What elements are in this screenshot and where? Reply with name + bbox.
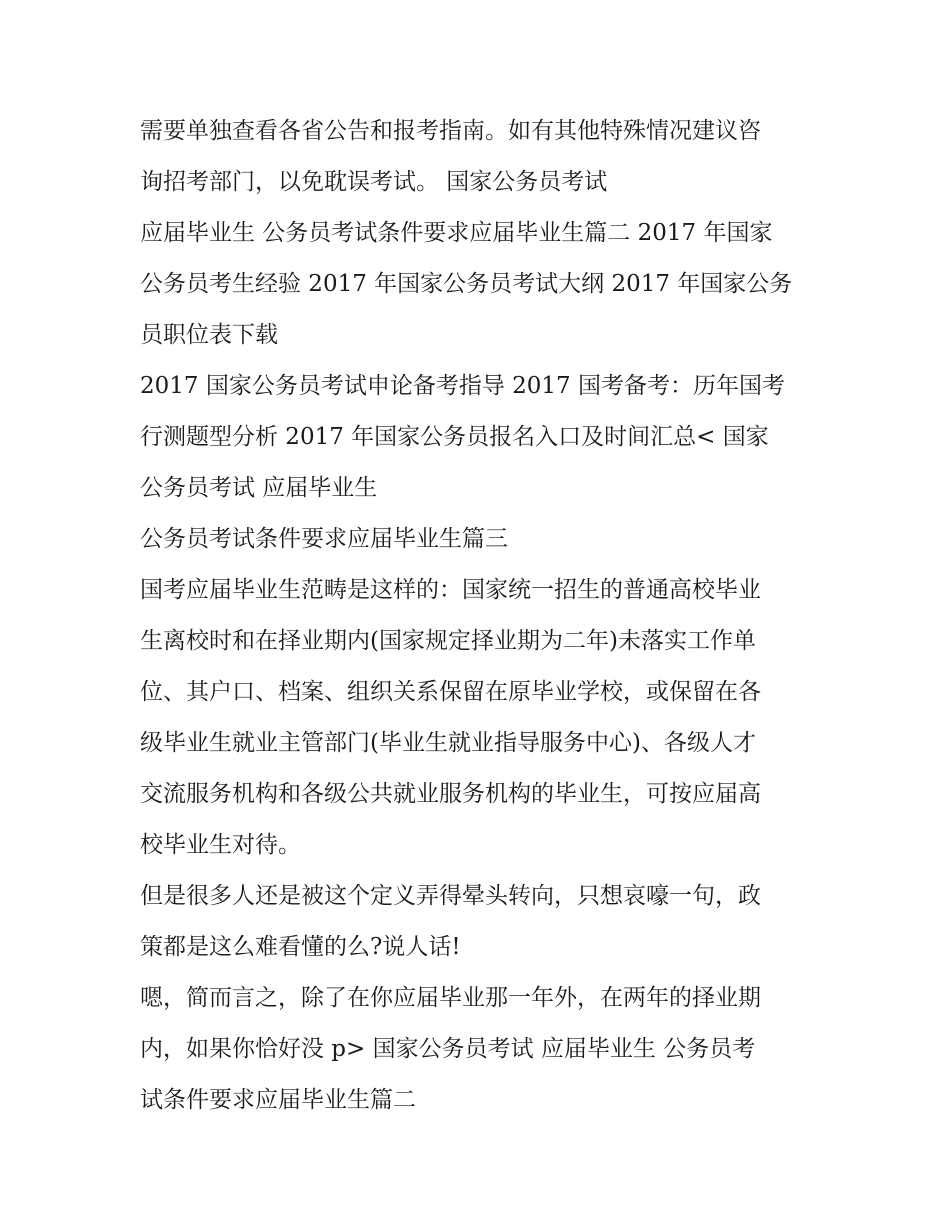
text-line-20: 试条件要求应届毕业生篇二 [140, 1087, 416, 1113]
text-line-2: 询招考部门，以免耽误考试。 国家公务员考试 [140, 169, 608, 195]
text-line-4: 公务员考生经验 2017 年国家公务员考试大纲 2017 年国家公务 [140, 271, 793, 297]
text-line-10: 国考应届毕业生范畴是这样的：国家统一招生的普通高校毕业 [140, 577, 761, 603]
text-line-11: 生离校时和在择业期内(国家规定择业期为二年)未落实工作单 [140, 628, 756, 654]
text-line-1: 需要单独查看各省公告和报考指南。如有其他特殊情况建议咨 [140, 118, 761, 144]
text-line-8: 公务员考试 应届毕业生 [140, 475, 378, 501]
text-line-6: 2017 国家公务员考试申论备考指导 2017 国考备考：历年国考 [140, 373, 785, 399]
text-line-7: 行测题型分析 2017 年国家公务员报名入口及时间汇总< 国家 [140, 424, 769, 450]
text-line-12: 位、其户口、档案、组织关系保留在原毕业学校，或保留在各 [140, 679, 761, 705]
text-line-15: 校毕业生对待。 [140, 832, 301, 858]
document-body [140, 106, 820, 1126]
text-line-18: 嗯，简而言之，除了在你应届毕业那一年外，在两年的择业期 [140, 985, 761, 1011]
text-line-9: 公务员考试条件要求应届毕业生篇三 [140, 526, 508, 552]
text-line-19: 内，如果你恰好没 p> 国家公务员考试 应届毕业生 公务员考 [140, 1036, 756, 1062]
text-line-16: 但是很多人还是被这个定义弄得晕头转向，只想哀嚎一句，政 [140, 883, 761, 909]
text-line-17: 策都是这么难看懂的么?说人话! [140, 934, 461, 960]
text-line-5: 员职位表下载 [140, 322, 278, 348]
text-line-13: 级毕业生就业主管部门(毕业生就业指导服务中心)、各级人才 [140, 730, 756, 756]
text-line-14: 交流服务机构和各级公共就业服务机构的毕业生，可按应届高 [140, 781, 761, 807]
text-line-3: 应届毕业生 公务员考试条件要求应届毕业生篇二 2017 年国家 [140, 220, 773, 246]
